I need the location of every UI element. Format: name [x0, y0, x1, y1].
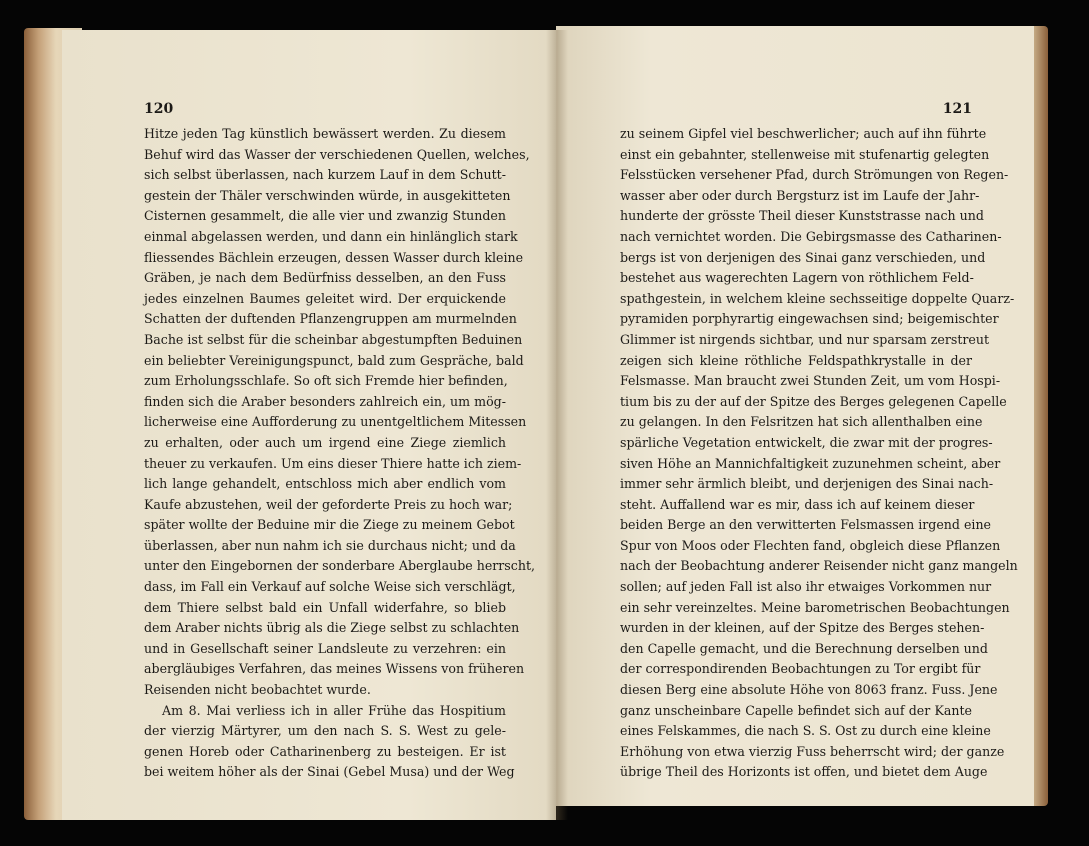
book-gutter	[546, 30, 568, 820]
text-line: finden sich die Araber besonders zahlreich ein, um mög-	[144, 393, 506, 409]
text-line: Behuf wird das Wasser der verschiedenen Quellen, welches,	[144, 146, 530, 162]
text-line: Felsstücken versehener Pfad, durch Strömungen von Regen-	[620, 167, 1009, 183]
text-line: bergs ist von derjenigen des Sinai ganz verschieden, und	[620, 249, 986, 265]
text-line: eines Felskammes, die nach S. S. Ost zu durch eine kleine	[620, 723, 991, 739]
text-line: Hitze jeden Tag künstlich bewässert werden. Zu diesem	[144, 126, 506, 141]
text-line: dem Araber nichts übrig als die Ziege selbst zu schlachten	[144, 620, 520, 636]
left-page-text	[144, 124, 536, 783]
text-line: nach vernichtet worden. Die Gebirgsmasse des Catharinen-	[620, 228, 1002, 244]
text-line: und in Gesellschaft seiner Landsleute zu verzehren: ein	[144, 640, 506, 656]
right-page-text	[620, 124, 1018, 783]
text-line: übrige Theil des Horizonts ist offen, und bietet dem Auge	[620, 764, 988, 780]
text-line: der vierzig Märtyrer, um den nach S. S. West zu gele-	[144, 723, 506, 739]
text-line: Reisenden nicht beobachtet wurde.	[144, 682, 371, 698]
right-page-number: 121	[942, 101, 972, 117]
text-line: pyramiden porphyrartig eingewachsen sind; beigemischter	[620, 311, 999, 327]
text-line: Cisternen gesammelt, die alle vier und zwanzig Stunden	[144, 208, 506, 224]
text-line: jedes einzelnen Baumes geleitet wird. Der erquickende	[144, 290, 506, 306]
text-line: sich selbst überlassen, nach kurzem Lauf in dem Schutt-	[144, 167, 506, 183]
text-line: einst ein gebahnter, stellenweise mit stufenartig gelegten	[620, 146, 990, 162]
text-line: der correspondirenden Beobachtungen zu Tor ergibt für	[620, 661, 981, 677]
text-line: genen Horeb oder Catharinenberg zu besteigen. Er ist	[144, 743, 506, 759]
text-line: überlassen, aber nun nahm ich sie durchaus nicht; und da	[144, 537, 516, 553]
text-line: sollen; auf jeden Fall ist also ihr etwaiges Vorkommen nur	[620, 579, 992, 595]
text-line: abergläubiges Verfahren, das meines Wissens von früheren	[144, 661, 525, 677]
text-line: Erhöhung von etwa vierzig Fuss beherrscht wird; der ganze	[620, 743, 1005, 759]
text-line: gestein der Thäler verschwinden würde, in ausgekitteten	[144, 187, 511, 203]
text-line: den Capelle gemacht, und die Berechnung derselben und	[620, 640, 988, 656]
text-line: Felsmasse. Man braucht zwei Stunden Zeit, um vom Hospi-	[620, 373, 1001, 389]
text-line: Schatten der duftenden Pflanzengruppen am murmelnden	[144, 311, 517, 327]
text-line: theuer zu verkaufen. Um eins dieser Thiere hatte ich ziem-	[144, 455, 522, 471]
left-page-number: 120	[144, 101, 174, 117]
right-page	[556, 26, 1034, 806]
text-line: nach der Beobachtung anderer Reisender nicht ganz mangeln	[620, 558, 1018, 574]
text-line: ein sehr vereinzeltes. Meine barometrischen Beobachtungen	[620, 599, 1010, 615]
text-line: siven Höhe an Mannichfaltigkeit zuzunehmen scheint, aber	[620, 455, 1001, 471]
text-line: ganz unscheinbare Capelle befindet sich auf der Kante	[620, 702, 972, 718]
text-line: hunderte der grösste Theil dieser Kunststrasse nach und	[620, 208, 984, 224]
text-line: dem Thiere selbst bald ein Unfall widerfahre, so blieb	[144, 599, 506, 615]
text-line: dass, im Fall ein Verkauf auf solche Weise sich verschlägt,	[144, 579, 516, 595]
text-line: tium bis zu der auf der Spitze des Berges gelegenen Capelle	[620, 393, 1007, 409]
text-line: spathgestein, in welchem kleine sechsseitige doppelte Quarz-	[620, 290, 1015, 306]
text-line: Spur von Moos oder Flechten fand, obgleich diese Pflanzen	[620, 537, 1001, 553]
text-line: später wollte der Beduine mir die Ziege zu meinem Gebot	[144, 517, 515, 533]
text-line: immer sehr ärmlich bleibt, und derjenigen des Sinai nach-	[620, 476, 994, 492]
text-line: zum Erholungsschlafe. So oft sich Fremde hier befinden,	[144, 373, 508, 389]
text-line: einmal abgelassen werden, und dann ein hinlänglich stark	[144, 228, 518, 244]
text-line: beiden Berge an den verwitterten Felsmassen irgend eine	[620, 517, 992, 533]
text-line: zu seinem Gipfel viel beschwerlicher; auch auf ihn führte	[620, 126, 987, 141]
text-line: Bache ist selbst für die scheinbar abgestumpften Beduinen	[144, 331, 523, 347]
text-line: Kaufe abzustehen, weil der geforderte Preis zu hoch war;	[144, 496, 513, 512]
text-line: fliessendes Bächlein erzeugen, dessen Wasser durch kleine	[144, 249, 524, 265]
text-line: bei weitem höher als der Sinai (Gebel Musa) und der Weg	[144, 764, 515, 780]
text-line: Glimmer ist nirgends sichtbar, und nur sparsam zerstreut	[620, 331, 990, 347]
text-line: Gräben, je nach dem Bedürfniss desselben, an den Fuss	[144, 270, 506, 286]
text-line: Am 8. Mai verliess ich in aller Frühe das Hospitium	[162, 702, 506, 718]
text-line: zeigen sich kleine röthliche Feldspathkrystalle in der	[620, 352, 972, 368]
text-line: unter den Eingebornen der sonderbare Aberglaube herrscht,	[144, 558, 536, 574]
left-page	[62, 30, 556, 820]
text-line: ein beliebter Vereinigungspunct, bald zum Gespräche, bald	[144, 352, 524, 368]
text-line: licherweise eine Aufforderung zu unentgeltlichem Mitessen	[144, 414, 527, 430]
text-line: diesen Berg eine absolute Höhe von 8063 franz. Fuss. Jene	[620, 682, 998, 698]
text-line: spärliche Vegetation entwickelt, die zwar mit der progres-	[620, 434, 993, 450]
text-line: steht. Auffallend war es mir, dass ich auf keinem dieser	[620, 496, 975, 512]
text-line: bestehet aus wagerechten Lagern von röthlichem Feld-	[620, 270, 974, 286]
text-line: wasser aber oder durch Bergsturz ist im Laufe der Jahr-	[620, 187, 980, 203]
text-line: wurden in der kleinen, auf der Spitze des Berges stehen-	[620, 620, 985, 636]
text-line: zu erhalten, oder auch um irgend eine Ziege ziemlich	[144, 434, 506, 450]
text-line: zu gelangen. In den Felsritzen hat sich allenthalben eine	[620, 414, 983, 430]
text-line: lich lange gehandelt, entschloss mich aber endlich vom	[144, 476, 506, 492]
